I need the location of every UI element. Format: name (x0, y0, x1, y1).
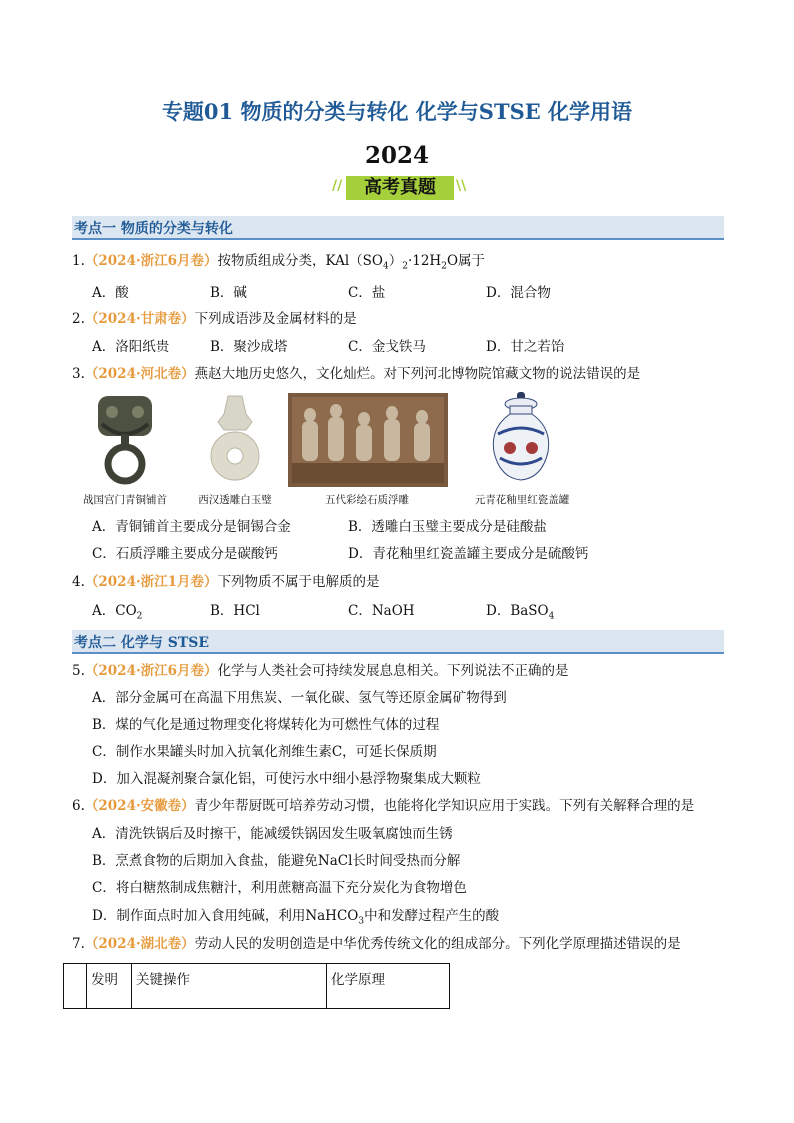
question-2: 2.（2024·甘肃卷）下列成语涉及金属材料的是 (72, 311, 357, 327)
option-2d: D．甘之若饴 (486, 339, 565, 355)
table-header-cell: 发明 (87, 964, 132, 1009)
table-header-cell: 关键操作 (132, 964, 327, 1009)
option-2a: A．洛阳纸贵 (92, 339, 170, 355)
question-source: （2024·安徽卷） (84, 798, 195, 814)
option-4d: D．BaSO$_4$ (486, 603, 555, 622)
question-source: （2024·浙江1月卷） (84, 574, 218, 590)
banner-slash-right: \\ (456, 178, 467, 194)
page-title: 专题01 物质的分类与转化 化学与STSE 化学用语 (161, 99, 633, 124)
section-label: 考点二 化学与 STSE (74, 635, 210, 651)
jade-bi-image (208, 392, 262, 486)
option-1a: A．酸 (92, 285, 129, 301)
section-heading-1 (72, 216, 724, 240)
caption-1: 战国宫门青铜铺首 (83, 494, 167, 506)
option-5a: A．部分金属可在高温下用焦炭、一氧化碳、氢气等还原金属矿物得到 (92, 690, 507, 706)
question-3: 3.（2024·河北卷）燕赵大地历史悠久，文化灿烂。对下列河北博物院馆藏文物的说法错误的是 (72, 366, 641, 382)
option-6c: C．将白糖熬制成焦糖汁，利用蔗糖高温下充分炭化为食物增色 (92, 880, 467, 896)
banner-text: 高考真题 (364, 177, 436, 198)
option-5d: D．加入混凝剂聚合氯化铝，可使污水中细小悬浮物聚集成大颗粒 (92, 771, 481, 787)
question-6: 6.（2024·安徽卷）青少年帮厨既可培养劳动习惯，也能将化学知识应用于实践。下列有关解释合理的是 (72, 798, 695, 814)
question-source: （2024·河北卷） (84, 366, 195, 382)
option-1c: C．盐 (348, 285, 386, 301)
question-1: 1.（2024·浙江6月卷）按物质组成分类，$KAl(SO_4)_2\cdot 12H_2O$属于 (72, 253, 486, 272)
option-2b: B．聚沙成塔 (210, 339, 288, 355)
option-3b: B．透雕白玉璧主要成分是硅酸盐 (348, 519, 547, 535)
caption-4: 元青花釉里红瓷盖罐 (474, 494, 570, 506)
option-4c: C．NaOH (348, 603, 415, 619)
option-5b: B．煤的气化是通过物理变化将煤转化为可燃性气体的过程 (92, 717, 440, 733)
question-source: （2024·湖北卷） (84, 936, 195, 952)
option-2c: C．金戈铁马 (348, 339, 426, 355)
table-header-cell: 化学原理 (327, 964, 450, 1009)
banner (332, 174, 468, 202)
caption-3: 五代彩绘石质浮雕 (325, 494, 409, 506)
question-5: 5.（2024·浙江6月卷）化学与人类社会可持续发展息息相关。下列说法不正确的是 (72, 663, 569, 679)
table-header-cell (64, 964, 87, 1009)
question-source: （2024·甘肃卷） (84, 311, 195, 327)
year-heading: 2024 (364, 142, 429, 169)
option-4b: B．HCl (210, 603, 260, 619)
option-6b: B．烹煮食物的后期加入食盐，能避免NaCl长时间受热而分解 (92, 853, 461, 869)
stone-relief-image (288, 393, 448, 487)
porcelain-jar-image (486, 392, 556, 486)
question-7: 7.（2024·湖北卷）劳动人民的发明创造是中华优秀传统文化的组成部分。下列化学原理描述错误的是 (72, 936, 681, 952)
option-3d: D．青花釉里红瓷盖罐主要成分是硫酸钙 (348, 546, 589, 562)
banner-slash-left: // (332, 178, 343, 194)
option-4a: A．$CO_2$ (92, 603, 143, 622)
bronze-knocker-image (92, 394, 158, 486)
question-source: （2024·浙江6月卷） (84, 663, 218, 679)
question-source: （2024·浙江6月卷） (84, 253, 218, 269)
option-6d: D．制作面点时加入食用纯碱，利用NaHCO$_3$中和发酵过程产生的酸 (92, 908, 500, 927)
option-3c: C．石质浮雕主要成分是碳酸钙 (92, 546, 278, 562)
section-label: 考点一 物质的分类与转化 (74, 221, 233, 237)
question-4: 4.（2024·浙江1月卷）下列物质不属于电解质的是 (72, 574, 380, 590)
caption-2: 西汉透雕白玉璧 (198, 494, 272, 506)
table-header-row (64, 964, 450, 1009)
option-1d: D．混合物 (486, 285, 551, 301)
option-6a: A．清洗铁锅后及时擦干，能减缓铁锅因发生吸氧腐蚀而生锈 (92, 826, 453, 842)
option-5c: C．制作水果罐头时加入抗氧化剂维生素C，可延长保质期 (92, 744, 437, 760)
principle-table (63, 963, 450, 1009)
section-heading-2 (72, 630, 724, 654)
option-3a: A．青铜铺首主要成分是铜锡合金 (92, 519, 291, 535)
option-1b: B．碱 (210, 285, 247, 301)
